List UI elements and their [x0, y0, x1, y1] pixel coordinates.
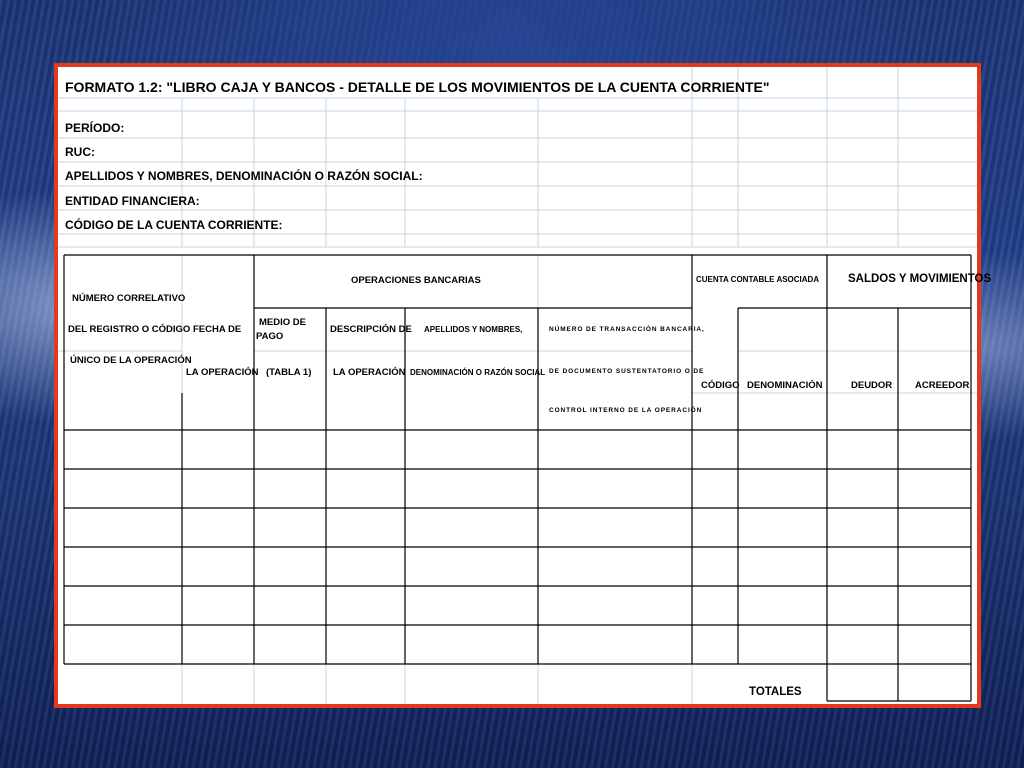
table-cell[interactable] [541, 511, 689, 544]
razon-social-label: APELLIDOS Y NOMBRES, DENOMINACIÓN O RAZÓN SOCIAL: [65, 169, 423, 183]
table-cell[interactable] [257, 511, 323, 544]
table-cell[interactable] [901, 550, 968, 583]
table-cell[interactable] [257, 550, 323, 583]
totales-label: TOTALES [749, 686, 802, 698]
table-cell[interactable] [408, 472, 535, 505]
table-cell[interactable] [741, 433, 824, 466]
header-control-interno: CONTROL INTERNO DE LA OPERACIÓN [549, 407, 703, 414]
table-cell[interactable] [541, 550, 689, 583]
table-cell[interactable] [541, 589, 689, 622]
table-cell[interactable] [329, 472, 402, 505]
table-cell[interactable] [830, 433, 895, 466]
table-cell[interactable] [67, 433, 179, 466]
table-cell[interactable] [329, 433, 402, 466]
header-operaciones-bancarias: OPERACIONES BANCARIAS [351, 275, 481, 286]
table-cell[interactable] [257, 472, 323, 505]
table-cell[interactable] [741, 550, 824, 583]
table-cell[interactable] [695, 628, 735, 661]
total-deudor-cell[interactable] [831, 667, 895, 697]
table-cell[interactable] [695, 511, 735, 544]
table-cell[interactable] [695, 433, 735, 466]
table-cell[interactable] [408, 511, 535, 544]
table-cell[interactable] [185, 550, 251, 583]
table-cell[interactable] [901, 511, 968, 544]
header-saldos-movimientos: SALDOS Y MOVIMIENTOS [848, 273, 992, 285]
table-cell[interactable] [257, 628, 323, 661]
table-cell[interactable] [408, 589, 535, 622]
header-la-operacion-fecha: LA OPERACIÓN [186, 367, 259, 378]
table-cell[interactable] [830, 589, 895, 622]
header-fecha-de: FECHA DE [193, 324, 242, 335]
total-acreedor-cell[interactable] [902, 667, 968, 697]
header-tabla-1: (TABLA 1) [266, 367, 312, 378]
table-cell[interactable] [541, 628, 689, 661]
table-cell[interactable] [408, 433, 535, 466]
table-cell[interactable] [830, 511, 895, 544]
table-cell[interactable] [185, 589, 251, 622]
table-cell[interactable] [329, 511, 402, 544]
table-cell[interactable] [67, 472, 179, 505]
header-del-registro: DEL REGISTRO O CÓDIGO [68, 324, 191, 335]
table-cell[interactable] [185, 433, 251, 466]
header-acreedor: ACREEDOR [915, 380, 970, 391]
form-title: FORMATO 1.2: "LIBRO CAJA Y BANCOS - DETALLE DE LOS MOVIMIENTOS DE LA CUENTA CORRIENTE" [65, 79, 770, 95]
header-la-operacion-descripcion: LA OPERACIÓN [333, 367, 406, 378]
table-cell[interactable] [67, 628, 179, 661]
table-cell[interactable] [830, 472, 895, 505]
header-apellidos-nombres: APELLIDOS Y NOMBRES, [424, 325, 523, 334]
table-cell[interactable] [901, 628, 968, 661]
header-cuenta-contable: CUENTA CONTABLE ASOCIADA [696, 275, 820, 284]
table-cell[interactable] [695, 472, 735, 505]
table-cell[interactable] [741, 511, 824, 544]
table-cell[interactable] [741, 589, 824, 622]
table-cell[interactable] [741, 472, 824, 505]
header-descripcion-de: DESCRIPCIÓN DE [330, 324, 412, 335]
table-cell[interactable] [329, 589, 402, 622]
table-cell[interactable] [901, 589, 968, 622]
header-unico-operacion: ÚNICO DE LA OPERACIÓN [70, 355, 192, 366]
header-pago: PAGO [256, 331, 284, 342]
table-cell[interactable] [257, 433, 323, 466]
header-numero-transaccion: NÚMERO DE TRANSACCIÓN BANCARIA, [549, 326, 705, 333]
table-cell[interactable] [185, 511, 251, 544]
table-cell[interactable] [185, 472, 251, 505]
table-cell[interactable] [67, 589, 179, 622]
spreadsheet-sheet [54, 63, 992, 708]
table-cell[interactable] [329, 628, 402, 661]
table-cell[interactable] [541, 472, 689, 505]
table-cell[interactable] [741, 628, 824, 661]
table-cell[interactable] [408, 550, 535, 583]
header-medio-de: MEDIO DE [259, 317, 306, 328]
periodo-label: PERÍODO: [65, 121, 125, 135]
table-cell[interactable] [408, 628, 535, 661]
header-numero-correlativo: NÚMERO CORRELATIVO [72, 293, 186, 304]
table-cell[interactable] [901, 472, 968, 505]
table-cell[interactable] [329, 550, 402, 583]
entidad-financiera-label: ENTIDAD FINANCIERA: [65, 194, 200, 208]
table-cell[interactable] [257, 589, 323, 622]
codigo-cuenta-label: CÓDIGO DE LA CUENTA CORRIENTE: [65, 218, 283, 232]
table-cell[interactable] [67, 511, 179, 544]
header-denominacion: DENOMINACIÓN [747, 380, 823, 391]
table-cell[interactable] [185, 628, 251, 661]
table-cell[interactable] [67, 550, 179, 583]
table-cell[interactable] [695, 589, 735, 622]
table-cell[interactable] [695, 550, 735, 583]
table-cell[interactable] [830, 550, 895, 583]
ruc-label: RUC: [65, 145, 95, 159]
table-cell[interactable] [830, 628, 895, 661]
header-documento-sustentatorio: DE DOCUMENTO SUSTENTATORIO O DE [549, 368, 705, 375]
table-cell[interactable] [901, 433, 968, 466]
header-codigo: CÓDIGO [701, 380, 740, 391]
header-denominacion-razon: DENOMINACIÓN O RAZÓN SOCIAL [410, 368, 546, 377]
table-cell[interactable] [541, 433, 689, 466]
header-deudor: DEUDOR [851, 380, 893, 391]
